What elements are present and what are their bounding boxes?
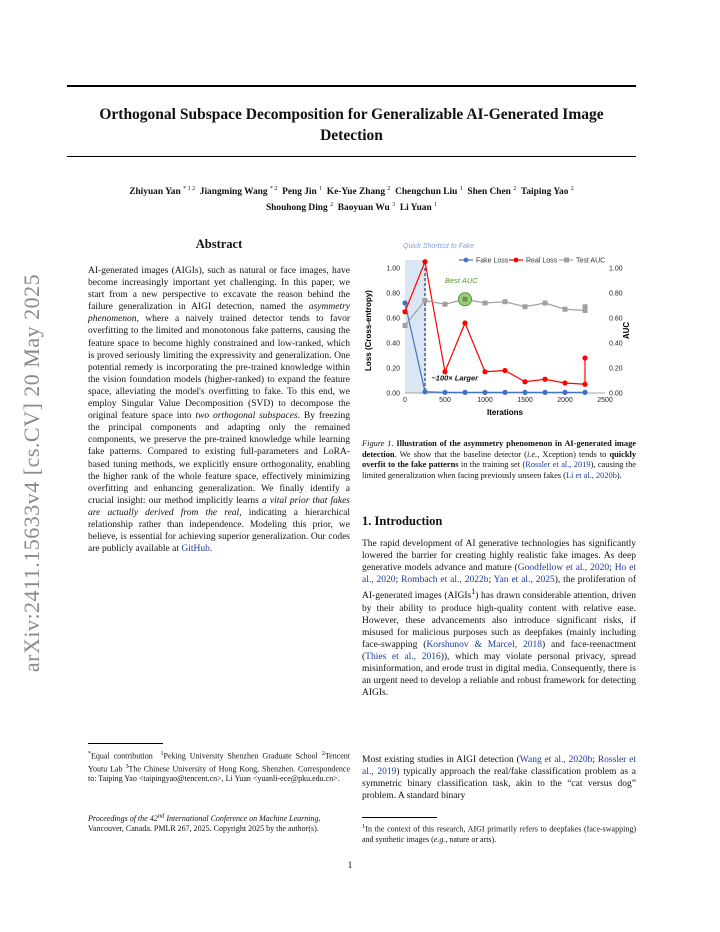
y-right-tick-label: 1.00 [609,265,623,273]
fake-loss-point [562,390,567,395]
test-auc-point [503,299,508,304]
test-auc-point [483,301,488,306]
real-loss-point [542,377,547,382]
fake-loss-point [462,390,467,395]
x-tick-label: 2500 [597,397,613,404]
real-loss-point [582,355,587,360]
test-auc-point [583,304,588,309]
page-number: 1 [347,861,353,871]
affiliation-footnote: *Equal contribution $^1$Peking University Shenzhen Graduate School $^2$Tencent Youtu Lab $^3$The Chinese University of Hong Kong, Shenzhen. Correspondence to: Taiping Yao <taipingyao@tencent.cn>, Li Yuan <yuanli-ece@pku.edu.cn>. [88,751,351,784]
test-auc-point [543,301,548,306]
x-tick-label: 500 [439,397,451,404]
y-right-tick-label: 0.60 [609,315,623,323]
fake-loss-point [442,390,447,395]
test-auc-legend-label: Test AUC [576,257,606,265]
fake-loss-point [582,390,587,395]
real-loss-legend-marker [514,258,519,263]
shortcut-region [405,260,426,393]
y-right-tick-label: 0.20 [609,365,623,373]
best-auc-annotation: Best AUC [445,276,478,285]
aigi-footnote: $^1$In the context of this research, AIGI primarily refers to deepfakes (face-swapping) and synthetic images (e.g., nature or arts). [362,823,636,844]
x-tick-label: 2000 [557,397,573,404]
best-auc-point [463,297,468,302]
y-left-axis-title: Loss (Cross-entropy) [364,290,373,371]
real-loss-point [402,309,407,314]
y-left-tick-label: 1.00 [386,265,400,273]
fake-loss-point [402,300,407,305]
y-right-tick-label: 0.40 [609,340,623,348]
fake-loss-point [542,390,547,395]
shortcut-annotation: Quick Shortcut to Fake [403,243,475,250]
y-left-tick-label: 0.40 [386,340,400,348]
title-bottom-rule [67,156,636,157]
real-loss-point [422,259,427,264]
real-loss-point [582,382,587,387]
y-right-tick-label: 0.80 [609,290,623,298]
intro-paragraph-2: Most existing studies in AIGI detection (Wang et al., 2020b; Rossler et al., 2019) typically approach the real/fake classification problem as a symmetric binary classification task, akin to the “cat versus dog” problem. A standard binary [362,755,637,802]
x-tick-label: 1500 [517,397,533,404]
real-loss-point [462,320,467,325]
x-tick-label: 1000 [477,397,493,404]
intro-paragraph-1: The rapid development of AI generative technologies has significantly lowered the barrier for creating highly realistic fake images. As deep generative models advance and mature (Goodfellow et al., 2020; Ho et al., 2020; Rombach et al., 2022b; Yan et al., 2025), the proliferation of AI-generated images (AIGIs$^1$) has drawn considerable attention, driven by their ability to produce high-quality content with relative ease. However, these advancements also introduce significant risks, if misused for malicious purposes such as deepfakes (mainly including face-swapping (Korshunov & Marcel, 2018) and face-reenactment (Thies et al., 2016)), which may violate personal privacy, spread misinformation, and erode trust in digital media. Consequently, there is an urgent need to develop a reliable and robust framework for detecting AIGIs. [362,539,637,699]
fake-loss-point [522,390,527,395]
footnote-rule-left [88,743,163,744]
real-loss-point [482,369,487,374]
author-list: Zhiyuan Yan $^{* 1 2}$ Jiangming Wang $^{* 2}$ Peng Jin $^1$ Ke-Yue Zhang $^2$ Chengchun Liu $^1$ Shen Chen $^2$ Taiping Yao $^2$ Shouhong Ding $^2$ Baoyuan Wu $^3$ Li Yuan $^1$ [129,186,574,214]
figure-caption: Figure 1. Illustration of the asymmetry phenomenon in AI-generated image detection. We show that the baseline detector (i.e., Xception) tends to quickly overfit to the fake patterns in the training set (Rossler et al., 2019), causing the limited generalization when facing previously unseen fakes (Li et al., 2020b). [362,439,637,480]
fake-loss-point [482,390,487,395]
abstract-heading: Abstract [195,237,243,251]
y-left-tick-label: 0.80 [386,290,400,298]
y-right-axis-title: AUC [622,321,631,340]
real-loss-point [522,379,527,384]
fake-loss-legend-label: Fake Loss [476,257,509,265]
paper-title: Orthogonal Subspace Decomposition for Generalizable AI-Generated Image Detection [99,106,604,144]
real-loss-point [562,380,567,385]
y-left-tick-label: 0.20 [386,365,400,373]
x-axis-title: Iterations [486,408,524,417]
arxiv-watermark: arXiv:2411.15633v4 [cs.CV] 20 May 2025 [19,273,44,673]
section-heading: 1. Introduction [362,514,443,528]
y-left-tick-label: 0.00 [386,390,400,398]
abstract-body: AI-generated images (AIGIs), such as natural or face images, have become increasingly important yet challenging. In this paper, we start from a new perspective to excavate the reason behind the failure generalization in AIGI detection, named the asymmetry phenomenon, where a naively trained detector tends to favor overfitting to the limited and monotonous fake patterns, causing the feature space to become highly constrained and low-ranked, which is proved seriously limiting the expressivity and generalization. One potential remedy is incorporating the pre-trained knowledge within the vision foundation models (higher-ranked) to expand the feature space, alleviating the model's overfitting to fake. To this end, we employ Singular Value Decomposition (SVD) to decompose the original feature space into two orthogonal subspaces. By freezing the principal components and adapting only the remained components, we preserve the pre-trained knowledge while learning fake patterns. Compared to existing full-parameters and LoRA-based tuning methods, we explicitly ensure orthogonality, enabling the higher rank of the whole feature space, effectively minimizing overfitting and enhancing generalization. We finally identify a crucial insight: our method implicitly learns a vital prior that fakes are actually derived from the real, indicating a hierarchical relationship rather than independence. Modeling this prior, we believe, is essential for achieving superior generalization. Our codes are publicly available at GitHub. [88,266,351,555]
y-left-tick-label: 0.60 [386,315,400,323]
fake-loss-point [502,390,507,395]
larger-annotation: ~100× Larger [431,373,479,383]
real-loss-point [502,368,507,373]
test-auc-legend-marker [564,258,569,263]
figure-1-chart [357,238,639,422]
test-auc-point [523,304,528,309]
test-auc-point [443,302,448,307]
test-auc-point [403,323,408,328]
fake-loss-point [422,389,427,394]
footnote-rule-right [362,817,437,818]
test-auc-point [563,307,568,312]
proceedings-note: Proceedings of the 42nd International Conference on Machine Learning, Vancouver, Canada. PMLR 267, 2025. Copyright 2025 by the author(s). [88,812,321,833]
test-auc-point [423,298,428,303]
y-right-tick-label: 0.00 [609,390,623,398]
real-loss-line [405,262,585,385]
x-tick-label: 0 [403,397,407,404]
fake-loss-legend-marker [464,258,469,263]
title-top-rule [67,85,636,87]
real-loss-legend-label: Real Loss [526,257,558,265]
